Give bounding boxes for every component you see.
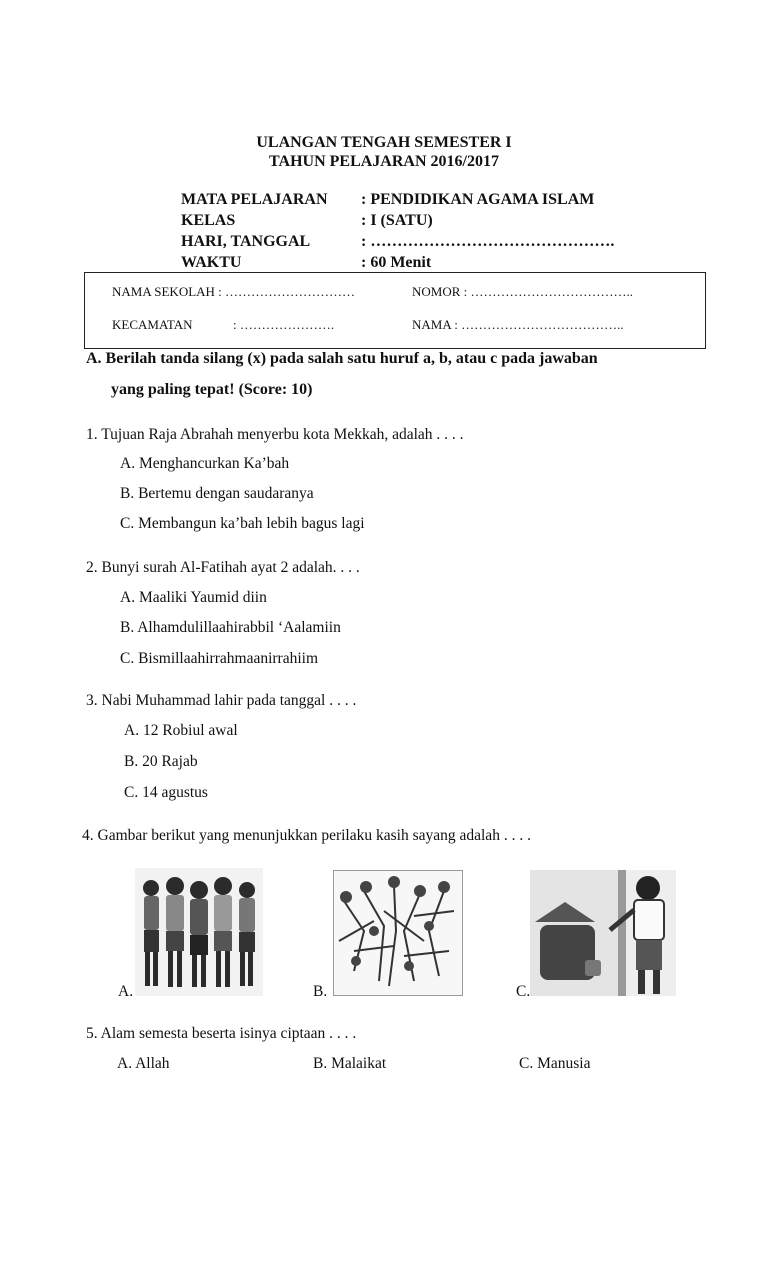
q5-option-a[interactable]: A. Allah: [117, 1055, 170, 1072]
school-name-field[interactable]: NAMA SEKOLAH : …………………………: [112, 284, 356, 299]
q5-option-c[interactable]: C. Manusia: [519, 1055, 591, 1072]
q2-option-b[interactable]: B. Alhamdulillaahirabbil ‘Aalamiin: [120, 619, 341, 636]
q3-option-b[interactable]: B. 20 Rajab: [124, 753, 198, 770]
picture-child-giving-charity: [530, 870, 676, 996]
picture-children-bullying: [135, 868, 263, 996]
q2-option-a[interactable]: A. Maaliki Yaumid diin: [120, 589, 267, 606]
q3-option-c[interactable]: C. 14 agustus: [124, 784, 208, 801]
q2-option-c[interactable]: C. Bismillaahirrahmaanirrahiim: [120, 650, 319, 667]
question-3: 3. Nabi Muhammad lahir pada tanggal . . . .: [86, 692, 357, 709]
q4-option-b[interactable]: B.: [313, 983, 328, 1000]
question-1: 1. Tujuan Raja Abrahah menyerbu kota Mekkah, adalah . . . .: [86, 426, 464, 443]
question-5: 5. Alam semesta beserta isinya ciptaan . . . .: [86, 1025, 357, 1042]
meta-value-class: : I (SATU): [361, 212, 433, 229]
meta-value-time: : 60 Menit: [361, 254, 432, 271]
meta-label-subject: MATA PELAJARAN: [181, 191, 328, 208]
q1-option-a[interactable]: A. Menghancurkan Ka’bah: [120, 455, 290, 472]
meta-value-date: : ……………………………………….: [361, 233, 615, 250]
section-a-instruction-cont: yang paling tepat! (Score: 10): [111, 381, 313, 398]
meta-label-class: KELAS: [181, 212, 236, 229]
academic-year: TAHUN PELAJARAN 2016/2017: [269, 153, 499, 170]
picture-children-crowd: [333, 870, 463, 996]
q4-option-c[interactable]: C.: [516, 983, 531, 1000]
q1-option-c[interactable]: C. Membangun ka’bah lebih bagus lagi: [120, 515, 365, 532]
student-name-field[interactable]: NAMA : ………………………………..: [412, 317, 624, 332]
meta-value-subject: : PENDIDIKAN AGAMA ISLAM: [361, 191, 595, 208]
meta-label-time: WAKTU: [181, 254, 242, 271]
student-number-field[interactable]: NOMOR : ………………………………..: [412, 284, 634, 299]
section-a-instruction: A. Berilah tanda silang (x) pada salah satu huruf a, b, atau c pada jawaban: [86, 350, 598, 367]
question-4: 4. Gambar berikut yang menunjukkan perilaku kasih sayang adalah . . . .: [82, 827, 531, 844]
q5-option-b[interactable]: B. Malaikat: [313, 1055, 387, 1072]
q1-option-b[interactable]: B. Bertemu dengan saudaranya: [120, 485, 314, 502]
district-field[interactable]: : ………………….: [233, 317, 335, 332]
district-label: KECAMATAN: [112, 317, 193, 332]
q3-option-a[interactable]: A. 12 Robiul awal: [124, 722, 238, 739]
question-2: 2. Bunyi surah Al-Fatihah ayat 2 adalah. . . .: [86, 559, 360, 576]
meta-label-date: HARI, TANGGAL: [181, 233, 311, 250]
q4-option-a[interactable]: A.: [118, 983, 134, 1000]
exam-title: ULANGAN TENGAH SEMESTER I: [256, 134, 512, 151]
